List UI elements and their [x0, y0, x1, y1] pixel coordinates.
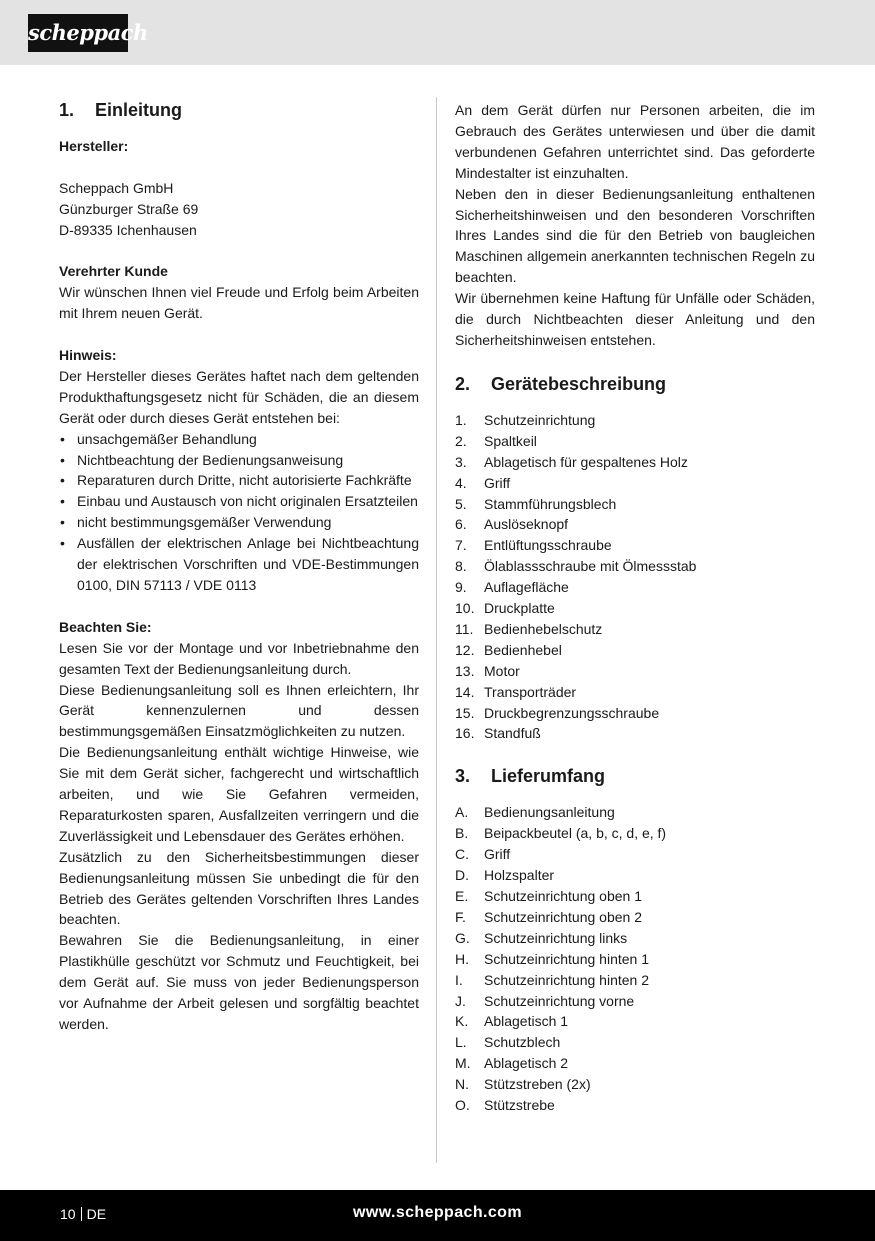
left-column [59, 97, 419, 1035]
section-1-heading [59, 97, 419, 123]
address-line: Scheppach GmbH [59, 179, 174, 196]
item-number: 2. [455, 432, 467, 449]
item-number: M. [455, 1055, 471, 1072]
item-number: 6. [455, 516, 467, 533]
language-code: DE [86, 1206, 107, 1222]
item-text: Druckbegrenzungsschraube [484, 704, 660, 721]
item-text: Ölablassschraube mit Ölmessstab [484, 558, 697, 575]
item-text: Schutzeinrichtung oben 1 [484, 888, 642, 904]
item-number: C. [455, 846, 469, 863]
item-text: Ablagetisch 2 [484, 1055, 569, 1072]
list-item [455, 970, 815, 991]
item-text: Ablagetisch 1 [484, 1013, 569, 1030]
item-number: 5. [455, 495, 467, 512]
item-text: Bedienhebel [484, 641, 562, 658]
paragraph: Neben den in dieser Bedienungsanleitung enthaltenen Sicherheitshinweisen und den besonderen Vorschriften Ihres Landes sind die für den Betrieb von baugleichen Maschinen allgemein anerkannten technischen Regeln zu beachten. [455, 185, 815, 286]
list-item: • Nichtbeachtung der Bedienungsanweisung [59, 450, 419, 471]
item-number: F. [455, 908, 466, 925]
item-text: Griff [484, 474, 511, 491]
list-item [455, 802, 815, 823]
section-title: Gerätebeschreibung [491, 373, 667, 394]
brand-logo: scheppach [28, 14, 128, 52]
header-bar [0, 0, 875, 65]
item-text: Schutzeinrichtung [484, 411, 596, 428]
item-text: Auflagefläche [484, 579, 569, 596]
list-item [455, 823, 815, 844]
paragraph: Diese Bedienungsanleitung soll es Ihnen erleichtern, Ihr Gerät kennenzulernen und dessen bestimmungsgemäßen Einsatzmöglichkeiten zu nutzen. [59, 681, 419, 740]
list-item [455, 1053, 815, 1074]
paragraph: Zusätzlich zu den Sicherheitsbestimmungen dieser Bedienungsanleitung müssen Sie unbedingt die für den Betrieb des Gerätes geltenden Vorschriften Ihres Landes beachten. [59, 848, 419, 928]
item-number: H. [455, 950, 469, 967]
item-number: 4. [455, 474, 467, 491]
item-number: E. [455, 888, 469, 904]
item-text: Auslöseknopf [484, 516, 569, 533]
item-number: L. [455, 1034, 467, 1051]
item-number: 12. [455, 641, 475, 658]
paragraph: Lesen Sie vor der Montage und vor Inbetriebnahme den gesamten Text der Bedienungsanleitung durch. [59, 639, 419, 677]
list-item: • unsachgemäßer Behandlung [59, 429, 419, 450]
item-text: Motor [484, 662, 520, 679]
item-text: Standfuß [484, 725, 541, 742]
liability-list [59, 429, 419, 596]
paragraph: Die Bedienungsanleitung enthält wichtige Hinweise, wie Sie mit dem Gerät sicher, fachgerecht und wirtschaftlich arbeiten, und wie Sie Gefahren vermeiden, Reparaturkosten sparen, Ausfallzeiten verringern und die Zuverlässigkeit und Lebensdauer des Gerätes erhöhen. [59, 744, 419, 844]
list-item [455, 556, 815, 577]
list-item: • nicht bestimmungsgemäßer Verwendung [59, 512, 419, 533]
item-text: Ablagetisch für gespaltenes Holz [484, 453, 688, 470]
note-text: Der Hersteller dieses Gerätes haftet nach dem geltenden Produkthaftungsgesetz nicht für Schäden, die an diesem Gerät oder durch dieses Gerät entstehen bei: [59, 367, 419, 426]
item-text: Holzspalter [484, 867, 555, 884]
scope-list [455, 802, 815, 1116]
paragraph: Bewahren Sie die Bedienungsanleitung, in einer Plastikhülle geschützt vor Schmutz und Feuchtigkeit, bei dem Gerät auf. Sie muss von jeder Bedienungsperson vor Aufnahme der Arbeit gelesen und sorgfältig beachtet werden. [59, 932, 419, 1032]
item-number: 14. [455, 683, 475, 700]
list-item [455, 1011, 815, 1032]
list-item [455, 949, 815, 970]
item-text: Beipackbeutel (a, b, c, d, e, f) [484, 825, 667, 842]
website-link[interactable]: www.scheppach.com [353, 1204, 522, 1221]
item-number: 16. [455, 725, 475, 742]
manufacturer-label: Hersteller: [59, 138, 129, 154]
list-item [455, 1095, 815, 1116]
customer-label: Verehrter Kunde [59, 263, 168, 280]
list-item [455, 1074, 815, 1095]
item-number: G. [455, 929, 470, 946]
item-number: 3. [455, 453, 467, 470]
list-item [455, 473, 815, 494]
paragraph: An dem Gerät dürfen nur Personen arbeiten, die im Gebrauch des Gerätes unterwiesen und über die damit verbundenen Gefahren unterrichtet sind. Das geforderte Mindestalter ist einzuhalten. [455, 102, 815, 181]
item-number: 7. [455, 537, 467, 554]
list-item [455, 703, 815, 724]
item-number: 11. [455, 620, 474, 637]
item-number: 1. [455, 411, 467, 428]
item-number: B. [455, 825, 469, 842]
list-item [455, 865, 815, 886]
address-line: D-89335 Ichenhausen [59, 221, 197, 238]
item-number: J. [455, 992, 466, 1009]
right-column [455, 100, 815, 1116]
item-text: Schutzeinrichtung hinten 2 [484, 971, 649, 988]
list-item [455, 410, 815, 431]
page-number: 10 [60, 1206, 76, 1222]
list-item [455, 640, 815, 661]
item-number: 8. [455, 558, 467, 575]
item-text: Schutzeinrichtung vorne [484, 992, 635, 1009]
list-item [455, 619, 815, 640]
item-number: 10. [455, 600, 475, 617]
address-line: Günzburger Straße 69 [59, 200, 199, 217]
item-number: O. [455, 1097, 470, 1114]
item-text: Transporträder [484, 683, 577, 700]
item-text: Bedienungsanleitung [484, 804, 615, 821]
list-item [455, 1032, 815, 1053]
item-number: K. [455, 1013, 469, 1030]
list-item [455, 431, 815, 452]
list-item [455, 535, 815, 556]
item-number: I. [455, 971, 463, 988]
list-item [455, 598, 815, 619]
observe-label: Beachten Sie: [59, 618, 152, 635]
customer-text: Wir wünschen Ihnen viel Freude und Erfolg beim Arbeiten mit Ihrem neuen Gerät. [59, 284, 419, 322]
paragraph: Wir übernehmen keine Haftung für Unfälle oder Schäden, die durch Nichtbeachten dieser Anleitung und den Sicherheitshinweisen entstehen. [455, 290, 815, 348]
list-item [455, 991, 815, 1012]
column-divider [436, 97, 437, 1163]
item-text: Schutzblech [484, 1034, 561, 1051]
section-number: 2. [455, 373, 471, 394]
list-item [455, 514, 815, 535]
item-text: Schutzeinrichtung links [484, 929, 628, 946]
item-number: 9. [455, 579, 467, 596]
item-text: Griff [484, 846, 511, 863]
item-number: 15. [455, 704, 475, 721]
list-item: • Einbau und Austausch von nicht originalen Ersatzteilen [59, 491, 419, 512]
list-item [455, 844, 815, 865]
list-item [455, 577, 815, 598]
item-text: Stützstreben (2x) [484, 1076, 591, 1093]
item-number: N. [455, 1076, 469, 1093]
section-number: 1. [59, 100, 75, 120]
section-number: 3. [455, 766, 471, 787]
section-title: Lieferumfang [491, 766, 606, 787]
list-item [455, 907, 815, 928]
parts-list [455, 410, 815, 745]
list-item: • Reparaturen durch Dritte, nicht autorisierte Fachkräfte [59, 470, 419, 491]
item-text: Schutzeinrichtung oben 2 [484, 908, 642, 925]
list-item [455, 886, 815, 907]
footer-bar [0, 1190, 875, 1241]
list-item [455, 682, 815, 703]
list-item [455, 452, 815, 473]
item-text: Druckplatte [484, 600, 555, 617]
section-2-heading [455, 371, 815, 397]
item-number: D. [455, 867, 469, 884]
item-text: Stützstrebe [484, 1097, 555, 1114]
item-number: A. [455, 804, 469, 821]
item-number: 13. [455, 662, 475, 679]
item-text: Stammführungsblech [484, 495, 617, 512]
section-title: Einleitung [95, 100, 182, 120]
item-text: Entlüftungsschraube [484, 537, 612, 554]
item-text: Spaltkeil [484, 432, 537, 449]
list-item: • Ausfällen der elektrischen Anlage bei Nichtbeachtung der elektrischen Vorschriften und VDE-Bestimmungen 0100, DIN 57113 / VDE 0113 [59, 533, 419, 596]
item-text: Schutzeinrichtung hinten 1 [484, 950, 649, 967]
list-item [455, 723, 815, 744]
list-item [455, 661, 815, 682]
list-item [455, 928, 815, 949]
item-text: Bedienhebelschutz [484, 620, 603, 637]
section-3-heading [455, 763, 815, 789]
list-item [455, 494, 815, 515]
note-label: Hinweis: [59, 347, 117, 364]
